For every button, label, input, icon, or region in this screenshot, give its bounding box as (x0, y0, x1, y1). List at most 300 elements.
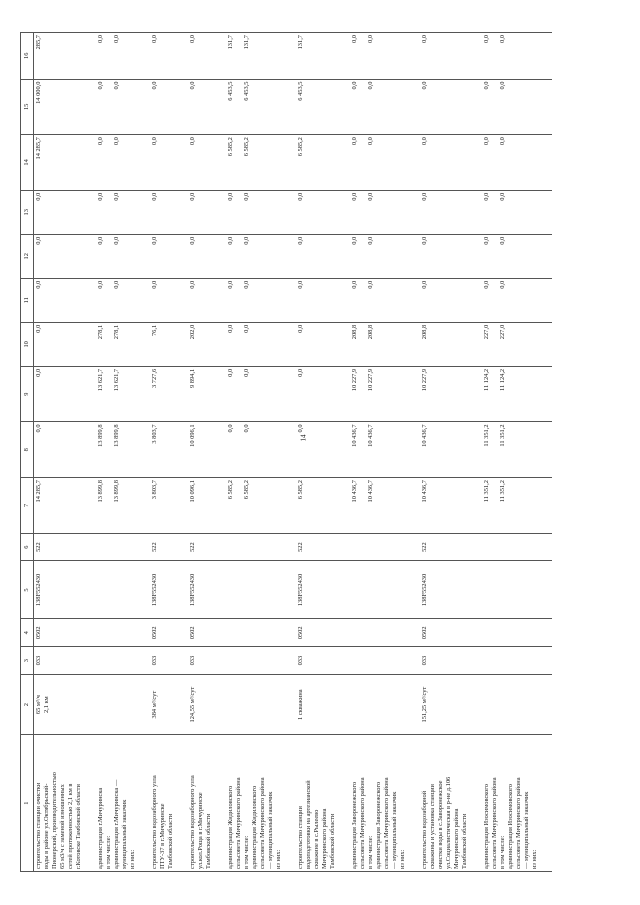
gap-cell (176, 619, 188, 647)
amount-value: 11 124,2 (483, 368, 490, 391)
description-line: сетей протяженностью 2,1 км в (67, 783, 74, 869)
gap-cell (284, 135, 296, 191)
gap-cell (138, 79, 150, 135)
gap-cell (84, 366, 96, 422)
spacer (491, 82, 499, 133)
description-line: Тамбовской области (461, 813, 468, 869)
gap-cell (338, 533, 350, 561)
amount-value-subtotal: 11 124,2 (499, 368, 506, 391)
gap-cell (338, 675, 350, 735)
capacity-line: 2,1 км (43, 696, 50, 714)
amount-c10 (34, 322, 85, 366)
spacer (359, 193, 367, 232)
amount-value-subtotal: 10 436,7 (367, 424, 374, 447)
amount-c8 (296, 422, 338, 478)
gap-cell (176, 366, 188, 422)
gap-cell (84, 234, 96, 278)
amount-value-subtotal: 13 899,8 (113, 480, 120, 503)
gap-cell (540, 33, 552, 80)
section-code: 0502 (34, 619, 85, 647)
amount-value: 0,0 (227, 368, 234, 377)
spacer (491, 424, 499, 475)
target-article-code (350, 561, 408, 619)
amount-c14 (188, 135, 214, 191)
gap-cell (214, 478, 226, 534)
gap-cell (284, 533, 296, 561)
gap-cell (138, 735, 150, 872)
amount-value: 3 803,7 (151, 480, 158, 500)
amount-value-subtotal: 278,1 (113, 324, 120, 340)
amount-value: 0,0 (35, 368, 42, 377)
gap-cell (470, 533, 482, 561)
spacer (235, 35, 243, 77)
amount-value: 0,0 (97, 81, 104, 90)
row-description (34, 735, 85, 872)
amount-value: 0,0 (483, 81, 490, 90)
amount-c12 (96, 234, 138, 278)
amount-value-subtotal: 10 436,7 (367, 480, 374, 503)
gap-cell (470, 619, 482, 647)
amount-value-subtotal: 6 453,5 (243, 81, 250, 101)
amount-value: 0,0 (421, 137, 428, 146)
gap-cell (84, 478, 96, 534)
amount-value: 14 285,7 (35, 137, 42, 160)
expense-type-code: 522 (34, 533, 85, 561)
gap-cell (284, 322, 296, 366)
amount-value-subtotal: 0,0 (243, 424, 250, 433)
target-article-code: 138F552430 (420, 561, 470, 619)
amount-c15 (296, 79, 338, 135)
description-line: воды в районе ул.Октябрьский- (43, 783, 50, 869)
description-line: администрация Жидиловского (227, 785, 234, 869)
gap-cell (84, 647, 96, 675)
gap-cell (408, 234, 420, 278)
gap-cell (540, 619, 552, 647)
amount-value-subtotal: 0,0 (113, 192, 120, 201)
spacer (105, 137, 113, 188)
spacer (105, 325, 113, 364)
row-capacity (188, 675, 214, 735)
gap-cell (214, 735, 226, 872)
ministry-code: 033 (150, 647, 176, 675)
amount-c8 (188, 422, 214, 478)
gap-cell (138, 533, 150, 561)
amount-c9 (296, 366, 338, 422)
gap-cell (540, 366, 552, 422)
amount-c14 (420, 135, 470, 191)
amount-c7 (226, 478, 284, 534)
spacer (235, 480, 243, 531)
amount-c10 (96, 322, 138, 366)
gap-cell (470, 366, 482, 422)
amount-c13 (226, 190, 284, 234)
table-row (350, 33, 408, 872)
amount-value: 0,0 (35, 324, 42, 333)
description-line: — муниципальный заказчик (391, 791, 398, 869)
amount-value-subtotal: 0,0 (367, 192, 374, 201)
description-line: из них: (399, 849, 406, 869)
row-gap (138, 33, 150, 872)
description-line: Мичуринского района (453, 808, 460, 869)
amount-c15 (188, 79, 214, 135)
gap-cell (138, 366, 150, 422)
budget-table (20, 32, 552, 872)
table-row (296, 33, 338, 872)
amount-value: 0,0 (227, 280, 234, 289)
description-line: — муниципальный заказчик (523, 791, 530, 869)
amount-value-subtotal: 0,0 (113, 81, 120, 90)
gap-cell (470, 79, 482, 135)
description-line: администрация Заворонежского (351, 781, 358, 869)
amount-c12 (150, 234, 176, 278)
row-gap (540, 33, 552, 872)
amount-value: 208,8 (351, 324, 358, 340)
amount-c16 (226, 33, 284, 80)
gap-cell (176, 322, 188, 366)
description-line: водоподготовки на артезианской (305, 780, 312, 869)
amount-value-subtotal: 0,0 (243, 280, 250, 289)
amount-value: 0,0 (189, 236, 196, 245)
gap-cell (338, 79, 350, 135)
spacer (491, 193, 499, 232)
amount-c13 (420, 190, 470, 234)
gap-cell (408, 322, 420, 366)
amount-c7 (420, 478, 470, 534)
amount-value: 10 227,9 (351, 368, 358, 392)
amount-c9 (150, 366, 176, 422)
amount-value: 9 894,1 (189, 368, 196, 389)
target-article-code: 138F552430 (150, 561, 176, 619)
section-code: 0502 (188, 619, 214, 647)
table-row (482, 33, 540, 872)
amount-value-subtotal: 0,0 (243, 192, 250, 201)
amount-c16 (188, 33, 214, 80)
spacer (491, 325, 499, 364)
gap-cell (408, 735, 420, 872)
amount-c14 (482, 135, 540, 191)
section-code: 0502 (420, 619, 470, 647)
gap-cell (84, 735, 96, 872)
description-line: в том числе: (367, 835, 374, 869)
gap-cell (138, 278, 150, 322)
gap-cell (284, 278, 296, 322)
amount-value: 202,0 (189, 324, 196, 340)
amount-c14 (296, 135, 338, 191)
gap-cell (176, 190, 188, 234)
amount-c10 (482, 322, 540, 366)
amount-c9 (188, 366, 214, 422)
amount-value: 0,0 (227, 192, 234, 201)
amount-value: 0,0 (351, 192, 358, 201)
gap-cell (284, 675, 296, 735)
gap-cell (408, 561, 420, 619)
amount-value-subtotal: 0,0 (499, 280, 506, 289)
column-number-16: 16 (21, 33, 34, 80)
amount-value-subtotal: 13 899,8 (113, 424, 120, 447)
amount-value: 6 585,2 (297, 137, 304, 157)
gap-cell (470, 135, 482, 191)
amount-value: 0,0 (483, 137, 490, 146)
description-line: администрация Изосимовского (507, 784, 514, 869)
amount-value: 0,0 (151, 137, 158, 146)
gap-cell (408, 33, 420, 80)
amount-c14 (150, 135, 176, 191)
amount-c16 (150, 33, 176, 80)
row-capacity (420, 675, 470, 735)
gap-cell (84, 190, 96, 234)
gap-cell (214, 234, 226, 278)
amount-c7 (188, 478, 214, 534)
amount-c13 (34, 190, 85, 234)
description-line: сельсовета Мичуринского района (235, 777, 242, 869)
amount-c11 (188, 278, 214, 322)
gap-cell (540, 278, 552, 322)
gap-cell (176, 478, 188, 534)
gap-cell (284, 79, 296, 135)
column-number-14: 14 (21, 135, 34, 191)
amount-c13 (296, 190, 338, 234)
description-line: в том числе: (499, 835, 506, 869)
amount-c7 (34, 478, 85, 534)
row-capacity (150, 675, 176, 735)
amount-c16 (34, 33, 85, 80)
amount-c15 (150, 79, 176, 135)
amount-value: 0,0 (189, 81, 196, 90)
gap-cell (84, 322, 96, 366)
amount-value-subtotal: 0,0 (113, 280, 120, 289)
spacer (235, 237, 243, 276)
gap-cell (338, 735, 350, 872)
amount-c12 (226, 234, 284, 278)
spacer (359, 424, 367, 475)
amount-value: 0,0 (351, 35, 358, 43)
amount-value: 0,0 (189, 137, 196, 146)
row-gap (470, 33, 482, 872)
expense-type-code: 522 (296, 533, 338, 561)
amount-value: 10 436,7 (351, 480, 358, 503)
gap-cell (408, 647, 420, 675)
gap-cell (176, 735, 188, 872)
amount-value-subtotal: 0,0 (367, 236, 374, 245)
amount-value: 0,0 (189, 280, 196, 289)
amount-value: 11 351,2 (483, 424, 490, 447)
description-line: муниципальный заказчик (121, 799, 128, 869)
spacer (105, 237, 113, 276)
amount-value: 0,0 (421, 81, 428, 90)
row-description (482, 735, 540, 872)
gap-cell (214, 79, 226, 135)
amount-value: 278,1 (97, 324, 104, 340)
gap-cell (338, 619, 350, 647)
amount-value: 0,0 (297, 324, 304, 333)
amount-c13 (350, 190, 408, 234)
expense-type-code (226, 533, 284, 561)
gap-cell (338, 135, 350, 191)
amount-c9 (420, 366, 470, 422)
gap-cell (176, 422, 188, 478)
target-article-code: 138F552430 (296, 561, 338, 619)
gap-cell (84, 278, 96, 322)
capacity-line: 65 м³/ч (35, 695, 42, 715)
spacer (491, 281, 499, 320)
column-number-8: 8 (21, 422, 34, 478)
gap-cell (176, 278, 188, 322)
amount-c10 (350, 322, 408, 366)
gap-cell (84, 422, 96, 478)
column-number-3: 3 (21, 647, 34, 675)
amount-value-subtotal: 13 621,7 (113, 368, 120, 392)
gap-cell (214, 366, 226, 422)
gap-cell (138, 33, 150, 80)
description-line: строительство станции очистки (35, 782, 42, 869)
table-row (420, 33, 470, 872)
amount-value: 0,0 (227, 236, 234, 245)
row-capacity (96, 675, 138, 735)
gap-cell (84, 33, 96, 80)
amount-value-subtotal: 11 351,2 (499, 480, 506, 503)
table-row (96, 33, 138, 872)
amount-c13 (482, 190, 540, 234)
description-line: очистки воды в с.Заворонежское (437, 780, 444, 869)
amount-value: 285,7 (35, 35, 42, 50)
description-line: в том числе: (105, 835, 112, 869)
ministry-code: 033 (34, 647, 85, 675)
gap-cell (138, 561, 150, 619)
spacer (235, 369, 243, 420)
gap-cell (284, 366, 296, 422)
description-line: администрация Жидиловского (251, 785, 258, 869)
description-line: Тамбовской области (167, 813, 174, 869)
column-number-header-row (21, 33, 34, 872)
spacer (105, 82, 113, 133)
amount-value: 0,0 (35, 424, 42, 433)
amount-value: 0,0 (35, 236, 42, 245)
row-description (226, 735, 284, 872)
amount-value: 13 621,7 (97, 368, 104, 392)
spacer (105, 480, 113, 531)
ministry-code (96, 647, 138, 675)
section-code: 0502 (296, 619, 338, 647)
gap-cell (176, 33, 188, 80)
gap-cell (214, 33, 226, 80)
amount-value: 0,0 (97, 35, 104, 43)
description-line: — муниципальный заказчик (267, 791, 274, 869)
row-gap (214, 33, 226, 872)
gap-cell (540, 478, 552, 534)
amount-value-subtotal: 0,0 (367, 81, 374, 90)
amount-c11 (350, 278, 408, 322)
description-line: ул.Социалистическая в р-не д.106 (445, 776, 452, 869)
description-line: строительство водозаборной (421, 790, 428, 869)
gap-cell (470, 422, 482, 478)
amount-c7 (96, 478, 138, 534)
description-line: из них: (275, 849, 282, 869)
amount-c15 (96, 79, 138, 135)
amount-c16 (296, 33, 338, 80)
column-number-1: 1 (21, 735, 34, 872)
amount-c11 (226, 278, 284, 322)
amount-c10 (188, 322, 214, 366)
amount-c8 (420, 422, 470, 478)
amount-value: 0,0 (35, 280, 42, 289)
spacer (359, 137, 367, 188)
amount-value: 0,0 (421, 192, 428, 201)
amount-c11 (482, 278, 540, 322)
gap-cell (540, 135, 552, 191)
amount-c8 (482, 422, 540, 478)
gap-cell (470, 278, 482, 322)
gap-cell (540, 190, 552, 234)
amount-value: 0,0 (421, 236, 428, 245)
gap-cell (176, 533, 188, 561)
amount-value: 0,0 (297, 280, 304, 289)
description-line: сельсовета Мичуринского района (359, 777, 366, 869)
amount-value: 0,0 (483, 280, 490, 289)
page-number: 14 (299, 434, 308, 442)
amount-value: 10 096,1 (189, 480, 196, 503)
amount-value-subtotal: 0,0 (367, 137, 374, 146)
gap-cell (214, 278, 226, 322)
amount-c10 (226, 322, 284, 366)
gap-cell (338, 422, 350, 478)
amount-value-subtotal: 0,0 (367, 280, 374, 289)
gap-cell (284, 422, 296, 478)
amount-value-subtotal: 0,0 (243, 324, 250, 333)
row-description (420, 735, 470, 872)
description-line: строительство водозаборного узла (151, 775, 158, 869)
amount-c11 (420, 278, 470, 322)
amount-value: 0,0 (35, 192, 42, 201)
amount-value: 0,0 (297, 424, 304, 433)
gap-cell (214, 135, 226, 191)
amount-c9 (34, 366, 85, 422)
description-line: из них: (531, 849, 538, 869)
gap-cell (138, 322, 150, 366)
gap-cell (338, 561, 350, 619)
spacer (359, 281, 367, 320)
description-line: г.Котовске Тамбовской области (75, 784, 82, 869)
gap-cell (284, 619, 296, 647)
gap-cell (408, 278, 420, 322)
description-line: Тамбовской области (205, 813, 212, 869)
amount-value: 14 285,7 (35, 480, 42, 503)
amount-value: 0,0 (97, 137, 104, 146)
amount-value-subtotal: 0,0 (499, 81, 506, 90)
amount-value: 0,0 (483, 35, 490, 43)
amount-c16 (350, 33, 408, 80)
ministry-code: 033 (296, 647, 338, 675)
expense-type-code: 522 (150, 533, 176, 561)
section-code (350, 619, 408, 647)
gap-cell (284, 561, 296, 619)
amount-value-subtotal: 10 227,9 (367, 368, 374, 392)
gap-cell (470, 647, 482, 675)
description-line: администрация Заворонежского (375, 781, 382, 869)
gap-cell (138, 422, 150, 478)
amount-c12 (350, 234, 408, 278)
gap-cell (214, 422, 226, 478)
amount-c15 (34, 79, 85, 135)
spacer (105, 35, 113, 77)
column-number-11: 11 (21, 278, 34, 322)
budget-table-sheet (20, 32, 600, 872)
description-line: сельсовета Мичуринского района (491, 777, 498, 869)
section-code (96, 619, 138, 647)
expense-type-code (482, 533, 540, 561)
description-line: администрация г.Мичуринска (97, 787, 104, 869)
row-capacity (350, 675, 408, 735)
amount-value: 0,0 (151, 280, 158, 289)
